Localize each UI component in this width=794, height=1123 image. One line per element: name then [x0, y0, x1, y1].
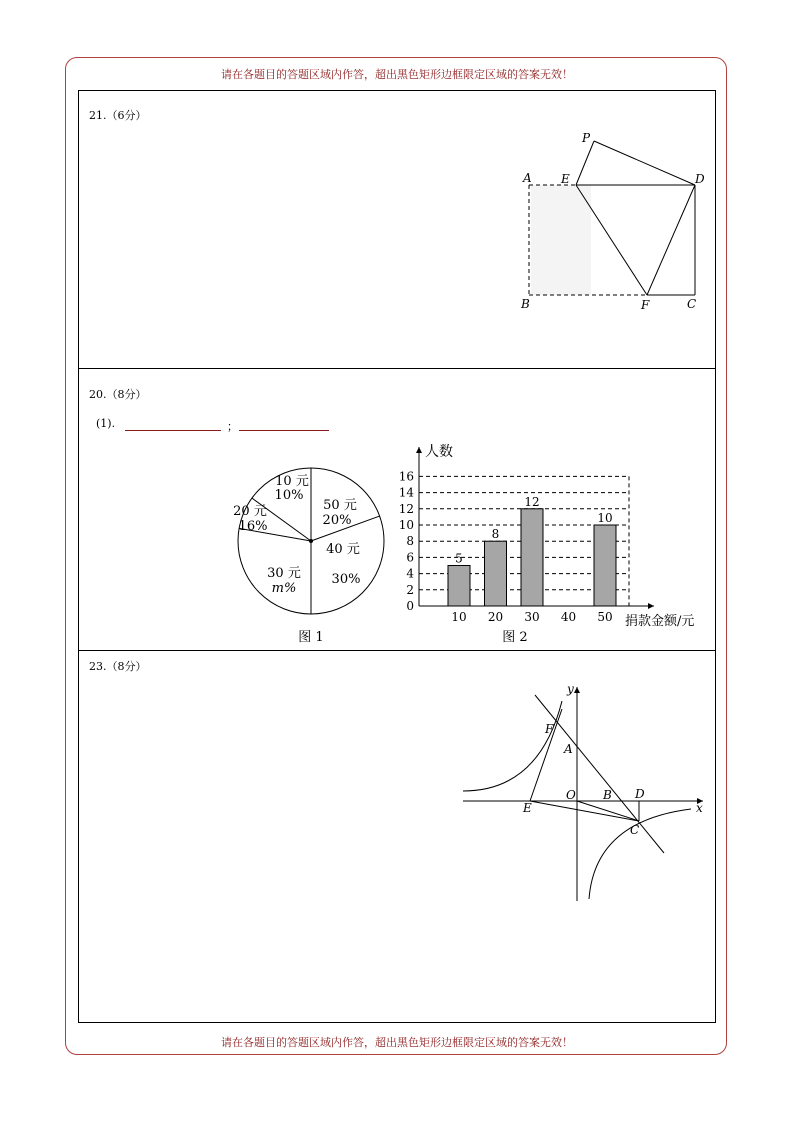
- question-21-figure: [79, 91, 717, 370]
- question-23-box[interactable]: [78, 650, 716, 1023]
- x-tick-label: 40: [560, 610, 577, 624]
- point-p-label: P: [582, 131, 591, 145]
- bar-value-label: 5: [455, 551, 463, 566]
- point-f-label: F: [641, 298, 650, 312]
- segment-ec: [530, 801, 639, 821]
- pie-slice-name: 10 元: [275, 474, 309, 489]
- y-tick-label: 12: [398, 501, 414, 516]
- point-a-label: A: [564, 742, 573, 756]
- point-d-label: D: [635, 787, 645, 801]
- bar-value-label: 8: [491, 527, 500, 542]
- point-c-label: C: [630, 823, 640, 837]
- x-tick-label: 30: [524, 610, 540, 624]
- notice-top: 请在各题目的答题区域内作答，超出黑色矩形边框限定区域的答案无效！: [221, 68, 573, 81]
- segment-fd: [647, 185, 695, 295]
- question-21-box[interactable]: [78, 90, 716, 369]
- question-23-label: 23.（8分）: [89, 660, 147, 673]
- pie-slice-percent: 10%: [274, 488, 304, 503]
- pie-slice-percent: 16%: [238, 519, 268, 534]
- pie-slice-name: 30 元: [267, 566, 301, 581]
- point-b-label: B: [603, 788, 612, 802]
- answer-separator: ；: [227, 420, 238, 433]
- question-23-figure: [79, 651, 717, 1024]
- axis-x-label: x: [696, 801, 703, 815]
- y-axis-label: 人数: [425, 444, 453, 460]
- point-o-label: O: [566, 788, 576, 802]
- pie-caption: 图 1: [298, 630, 324, 645]
- point-b-label: B: [521, 297, 530, 311]
- bar-caption: 图 2: [502, 630, 528, 645]
- point-e-label: E: [523, 801, 532, 815]
- question-20-box[interactable]: [78, 368, 716, 651]
- hyperbola-branch-right: [589, 809, 691, 899]
- shaded-region: [531, 185, 591, 295]
- y-tick-label: 8: [406, 534, 414, 549]
- axis-y-label: y: [567, 682, 574, 696]
- point-d-label: D: [695, 172, 705, 186]
- segment-pd: [594, 141, 695, 185]
- point-a-label: A: [523, 171, 532, 185]
- question-20-label: 20.（8分）: [89, 388, 147, 401]
- y-tick-label: 4: [406, 566, 414, 581]
- pie-slice-name: 40 元: [326, 542, 360, 557]
- pie-slice-percent: 20%: [322, 513, 352, 528]
- x-tick-label: 50: [597, 610, 613, 624]
- y-tick-label: 14: [398, 485, 414, 500]
- y-tick-label: 10: [398, 518, 414, 532]
- y-tick-label: 6: [406, 550, 414, 565]
- bar: [448, 566, 470, 607]
- notice-bottom: 请在各题目的答题区域内作答，超出黑色矩形边框限定区域的答案无效！: [221, 1036, 573, 1049]
- part-1-label: (1).: [96, 417, 116, 430]
- y-tick-label: 16: [398, 469, 414, 484]
- pie-slice-percent: m%: [271, 581, 297, 596]
- point-e-label: E: [561, 172, 570, 186]
- segment-ep: [576, 141, 594, 185]
- y-tick-label: 0: [406, 599, 414, 613]
- y-tick-label: 2: [406, 582, 414, 597]
- bar-value-label: 12: [524, 494, 540, 509]
- pie-slice-name: 50 元: [323, 498, 357, 513]
- question-21-label: 21.（6分）: [89, 109, 147, 122]
- pie-slice-name: 20 元: [233, 504, 267, 519]
- point-f-label: F: [545, 722, 554, 736]
- point-c-label: C: [687, 297, 697, 311]
- x-tick-label: 20: [487, 610, 504, 624]
- bar: [521, 509, 543, 606]
- hyperbola-branch-left: [463, 701, 562, 791]
- bar: [594, 525, 616, 606]
- x-tick-label: 10: [451, 610, 467, 624]
- x-axis-label: 捐款金额/元: [625, 614, 695, 629]
- line-ac: [535, 695, 664, 853]
- bar-value-label: 10: [597, 511, 613, 525]
- bar: [485, 541, 507, 606]
- pie-slice-percent: 30%: [331, 572, 361, 587]
- bar-chart: [79, 369, 717, 652]
